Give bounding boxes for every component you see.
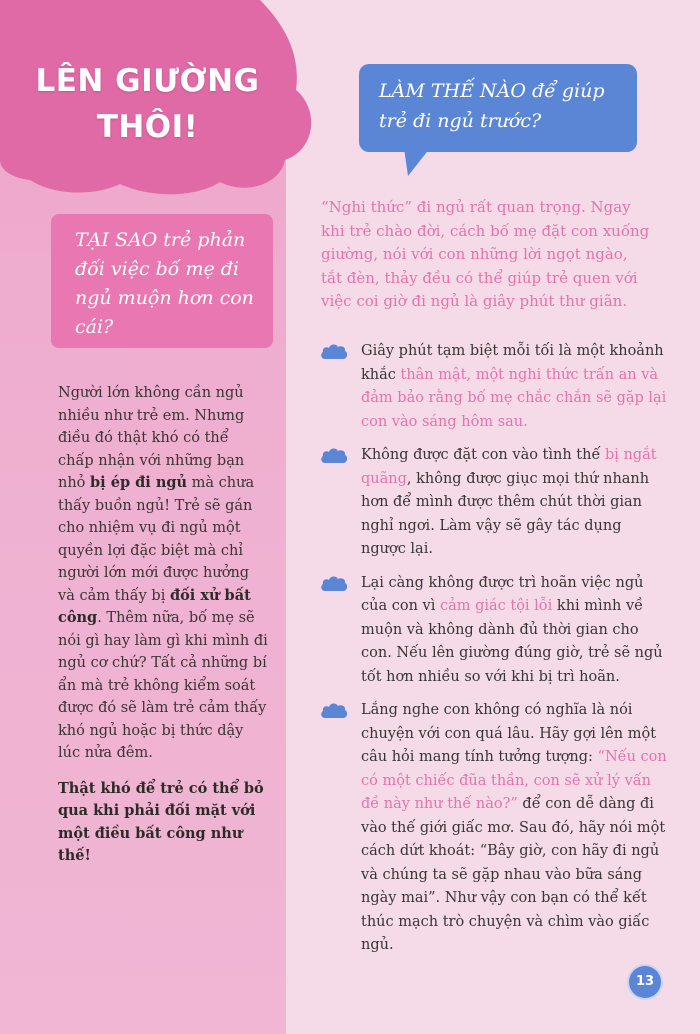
list-item [320,572,670,690]
text-span: , không được giục mọi thứ nhanh hơn để mình được thêm chút thời gian nghỉ ngơi. Làm vậy sẽ gây tác dụng ngược lại. [361,470,650,557]
left-paragraph-2: Thật khó để trẻ có thể bỏ qua khi phải đối mặt với một điều bất công như thế! [58,779,264,864]
title-line-2: THÔI! [96,109,199,145]
cloud-icon [320,446,348,464]
left-question-text: TẠI SAO trẻ phản đối việc bố mẹ đi ngủ muộn hơn con cái? [75,229,254,338]
text-span: Giây phút tạm biệt mỗi tối là một khoảnh khắc [361,343,664,383]
text-span: mà chưa thấy buồn ngủ! Trẻ sẽ gán cho nhiệm vụ đi ngủ một quyền lợi đặc biệt mà chỉ người lớn mới được hưởng và cảm thấy bị [58,475,255,604]
cloud-icon [320,342,348,360]
title-line-1: LÊN GIƯỜNG [35,63,260,99]
highlight-span: cảm giác tội lỗi [439,598,553,614]
text-span: Không được đặt con vào tình thế [361,447,605,463]
list-item [320,444,670,562]
page-title [20,58,275,150]
cloud-icon [320,574,348,592]
bubble-tail [400,148,440,178]
list-item [320,340,670,434]
emphasis-forced-sleep: bị ép đi ngủ [90,474,188,491]
highlight-span: thân mật, một nghi thức trấn an và đảm bảo rằng bố mẹ chắc chắn sẽ gặp lại con vào sáng hôm sau. [361,366,667,430]
emphasis-unfair: đối xử bất công [58,586,251,626]
text-span: để con dễ dàng đi vào thế giới giấc mơ. Sau đó, hãy nói một cách dứt khoát: “Bây giờ, con hãy đi ngủ và chúng ta sẽ gặp nhau vào bữa sáng ngày mai”. Như vậy con bạn có thể kết thúc mạch trò chuyện và chìm vào giấc ngủ. [361,796,666,953]
text-span: . Thêm nữa, bố mẹ sẽ nói gì hay làm gì khi mình đi ngủ cơ chứ? Tất cả những bí ẩn mà trẻ không kiểm soát được đó sẽ làm trẻ cảm thấy khó ngủ hoặc bị thức dậy lúc nửa đêm. [58,610,268,761]
bullet-list [320,340,670,968]
right-question-bubble [359,64,637,152]
cloud-icon [320,701,348,719]
left-body-text [58,382,268,881]
intro-paragraph: “Nghi thức” đi ngủ rất quan trọng. Ngay khi trẻ chào đời, cách bố mẹ đặt con xuống giường, nói với con những lời ngọt ngào, tắt đèn, thảy đều có thể giúp trẻ quen với việc coi giờ đi ngủ là giây phút thư giãn. [321,198,650,310]
text-span: khi mình về muộn và không dành đủ thời gian cho con. Nếu lên giường đúng giờ, trẻ sẽ ngủ tốt hơn nhiều so với khi bị trì hoãn. [361,598,663,685]
page-number: 13 [629,966,661,998]
list-item [320,699,670,958]
highlight-span: “Nếu con có một chiếc đũa thần, con sẽ xử lý vấn đề này như thế nào?” [361,749,667,812]
left-paragraph-1 [58,382,268,765]
highlight-span: bị ngắt quãng [361,447,657,487]
text-span: Người lớn không cần ngủ nhiều như trẻ em. Nhưng điều đó thật khó có thể chấp nhận với những bạn nhỏ [58,385,245,491]
left-question-box [51,214,273,348]
right-question-text: LÀM THẾ NÀO để giúp trẻ đi ngủ trước? [379,80,605,132]
text-span: Lắng nghe con không có nghĩa là nói chuyện với con quá lâu. Hãy gợi lên một câu hỏi mang tính tưởng tượng: [361,702,657,765]
text-span: Lại càng không được trì hoãn việc ngủ của con vì [361,574,644,614]
